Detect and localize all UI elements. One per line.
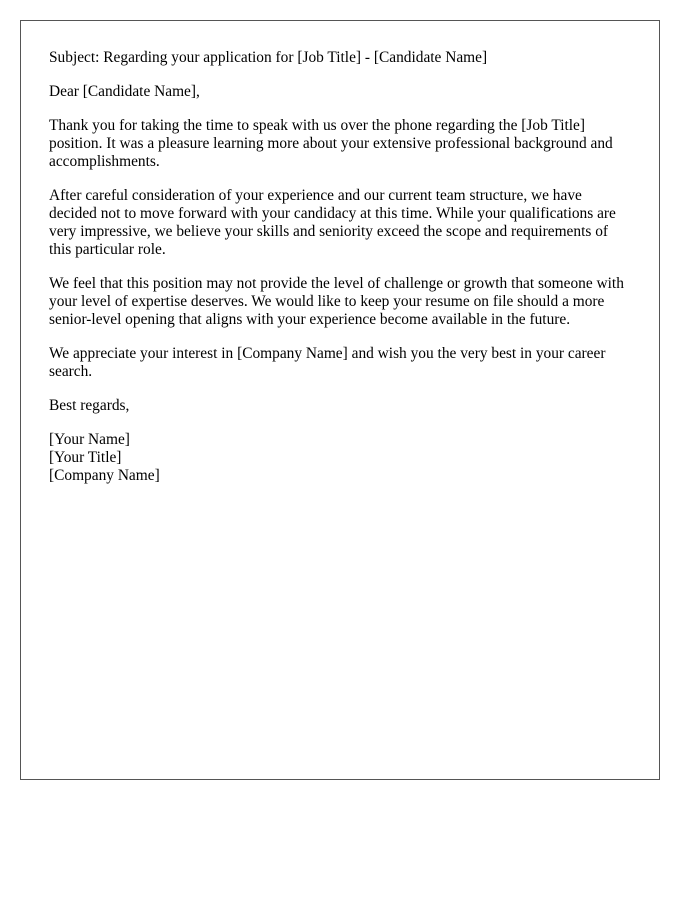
letter-paragraph-1: Thank you for taking the time to speak with us over the phone regarding the [Job Title] position. It was a pleasure learning more about your extensive professional background and accomplishments.: [49, 117, 613, 170]
letter-paragraph-4: We appreciate your interest in [Company Name] and wish you the very best in your career search.: [49, 345, 606, 380]
signature-title: [Your Title]: [49, 449, 122, 466]
letter-frame: [20, 20, 660, 780]
signature-company: [Company Name]: [49, 467, 160, 484]
letter-subject: Subject: Regarding your application for [Job Title] - [Candidate Name]: [49, 49, 488, 66]
letter-paragraph-3: We feel that this position may not provide the level of challenge or growth that someone with your level of expertise deserves. We would like to keep your resume on file should a more senior-level opening that aligns with your experience become available in the future.: [49, 275, 624, 328]
signature-name: [Your Name]: [49, 431, 130, 448]
signature-block: [49, 431, 633, 485]
letter-salutation: Dear [Candidate Name],: [49, 83, 200, 100]
letter-body: [49, 49, 633, 501]
letter-closing: Best regards,: [49, 397, 130, 414]
letter-paragraph-2: After careful consideration of your experience and our current team structure, we have decided not to move forward with your candidacy at this time. While your qualifications are very impressive, we believe your skills and seniority exceed the scope and requirements of this particular role.: [49, 187, 616, 258]
